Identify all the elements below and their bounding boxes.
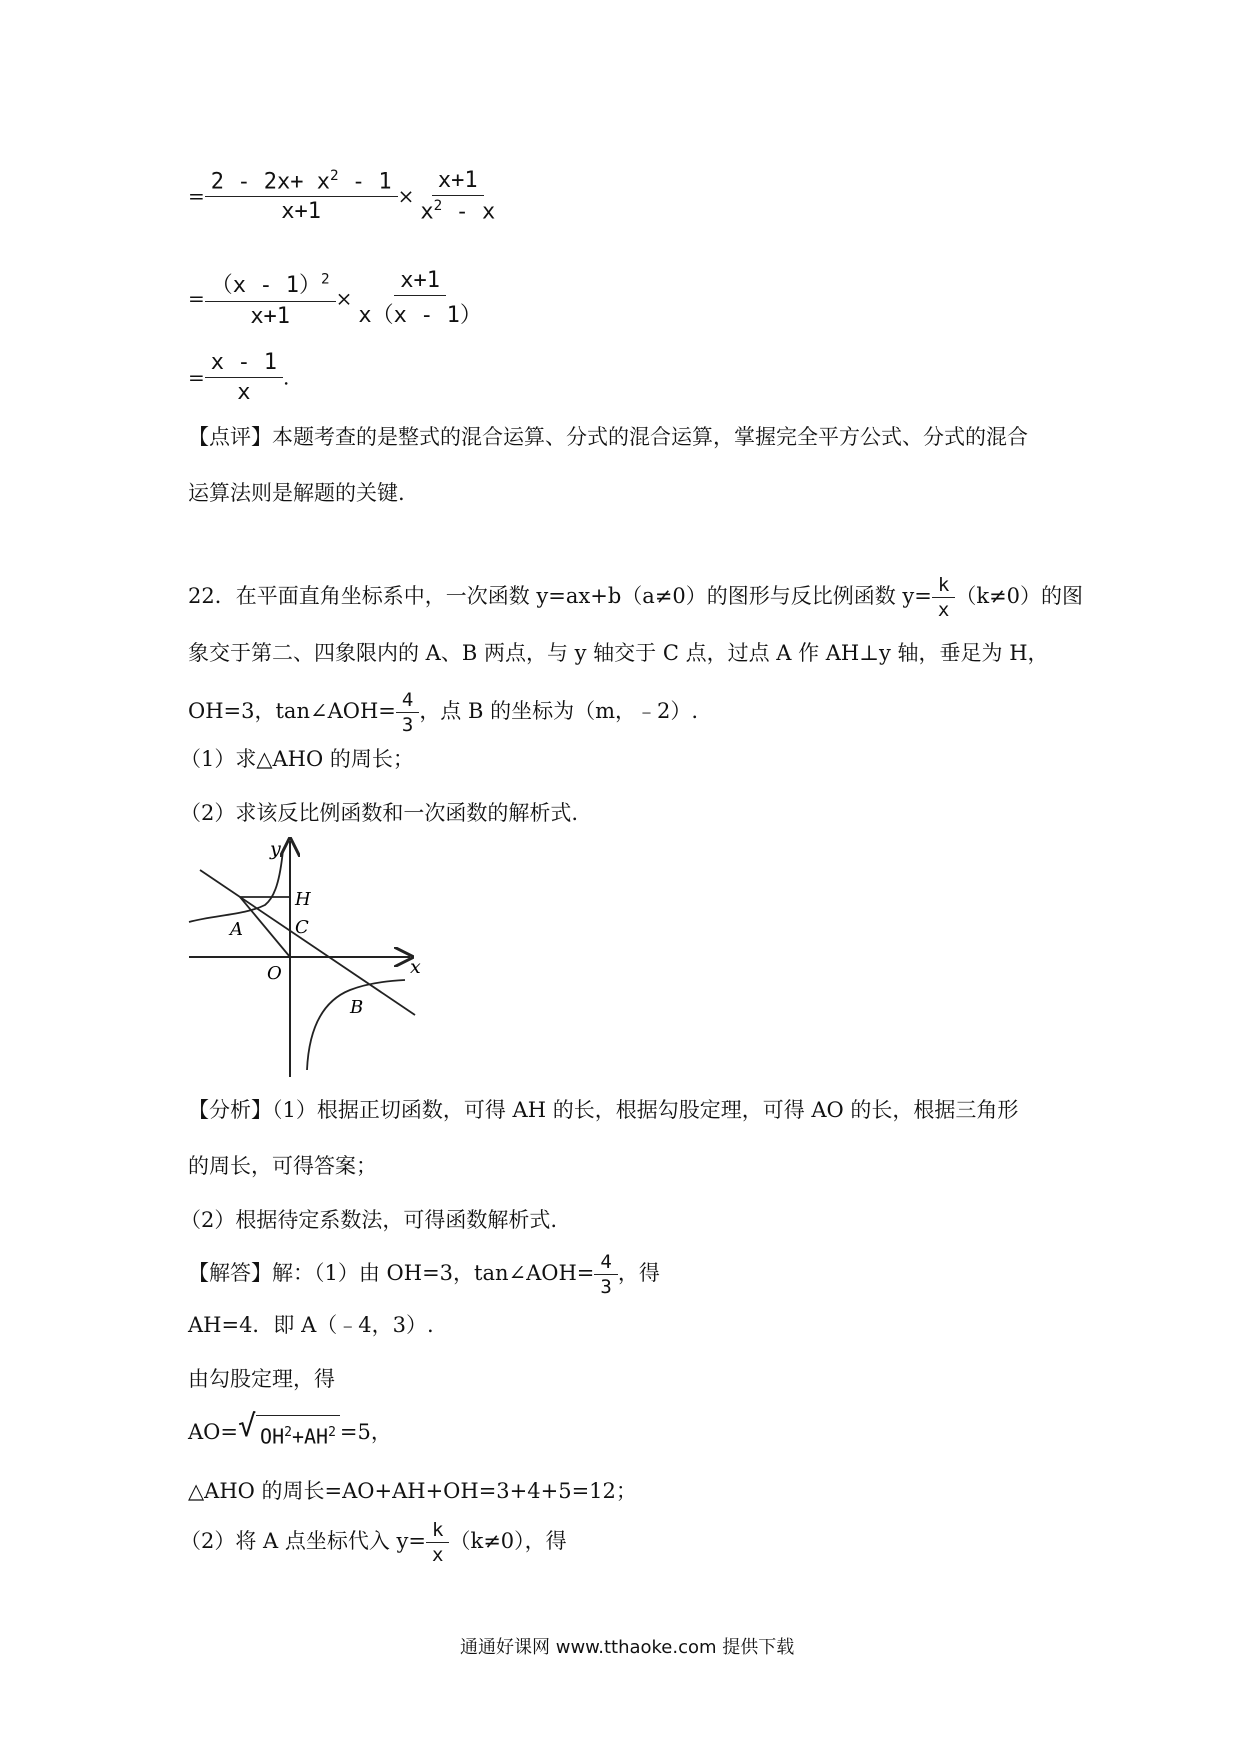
fraction: $\frac{2 - 2x+ x^2 - 1}{x+1}$ xyxy=(205,168,398,224)
question-2: （2）求该反比例函数和一次函数的解析式. xyxy=(180,801,579,825)
step-3: = $\frac{x - 1}{x}$ . xyxy=(188,350,290,405)
square-root: √ $OH^2+AH^2$ xyxy=(238,1412,340,1452)
fraction: $\frac{x+1}{x(x - 1)}$ xyxy=(358,268,482,328)
step-1: = $\frac{2 - 2x+ x^2 - 1}{x+1}$ × $\frac{x+1}{x^2 - x}$ xyxy=(188,168,501,224)
comment-line-2: 运算法则是解题的关键. xyxy=(188,481,405,505)
analysis-line-2: 的周长，可得答案； xyxy=(188,1154,377,1178)
fraction: $\frac{x - 1}{x}$ xyxy=(205,350,283,405)
comment-line-1: 【点评】本题考查的是整式的混合运算、分式的混合运算，掌握完全平方公式、分式的混合 xyxy=(188,425,1028,449)
hyperbola-branch-upper xyxy=(189,850,283,922)
label-o: O xyxy=(267,963,282,984)
fraction: $\frac{x+1}{x^2 - x}$ xyxy=(420,168,496,225)
solution-line-1: 【解答】解：（1）由 OH=3，tan∠AOH= $\frac{4}{3}$ ，得 xyxy=(188,1251,660,1298)
label-a: A xyxy=(230,919,243,940)
label-c: C xyxy=(295,917,309,938)
analysis-line-1: 【分析】（1）根据正切函数，可得 AH 的长，根据勾股定理，可得 AO 的长，根据三角形 xyxy=(188,1098,1019,1122)
problem-line-2: 象交于第二、四象限内的 A、B 两点，与 y 轴交于 C 点，过点 A 作 AH⊥y 轴，垂足为 H， xyxy=(188,641,1049,665)
fraction: $\frac{(x - 1)^2}{x+1}$ xyxy=(205,268,336,329)
step-2: = $\frac{(x - 1)^2}{x+1}$ × $\frac{x+1}{x(x - 1)}$ xyxy=(188,268,488,329)
hyperbola-branch-lower xyxy=(307,980,405,1070)
solution-line-2: AH=4．即 A（﹣4，3）. xyxy=(188,1313,434,1337)
label-x: x xyxy=(410,956,421,978)
problem-line-1: 22．在平面直角坐标系中，一次函数 y=ax+b（a≠0）的图形与反比例函数 y= $\frac{k}{x}$ （k≠0）的图 xyxy=(188,574,1084,621)
question-1: （1）求△AHO 的周长； xyxy=(180,747,414,771)
solution-line-5: △AHO 的周长=AO+AH+OH=3+4+5=12； xyxy=(188,1479,637,1503)
solution-line-6: （2）将 A 点坐标代入 y= $\frac{k}{x}$ （k≠0），得 xyxy=(180,1519,567,1566)
page-footer: 通通好课网 www.tthaoke.com 提供下载 xyxy=(460,1637,795,1658)
function-graph-figure xyxy=(185,835,425,1085)
problem-line-3: OH=3，tan∠AOH= $\frac{4}{3}$ ，点 B 的坐标为（m，﹣2）. xyxy=(188,689,699,736)
label-h: H xyxy=(295,889,311,910)
label-b: B xyxy=(350,997,364,1018)
label-y: y xyxy=(270,838,281,860)
solution-line-4: AO= √ $OH^2+AH^2$ =5， xyxy=(188,1412,392,1452)
solution-line-3: 由勾股定理，得 xyxy=(188,1367,335,1391)
analysis-line-3: （2）根据待定系数法，可得函数解析式. xyxy=(180,1208,558,1232)
